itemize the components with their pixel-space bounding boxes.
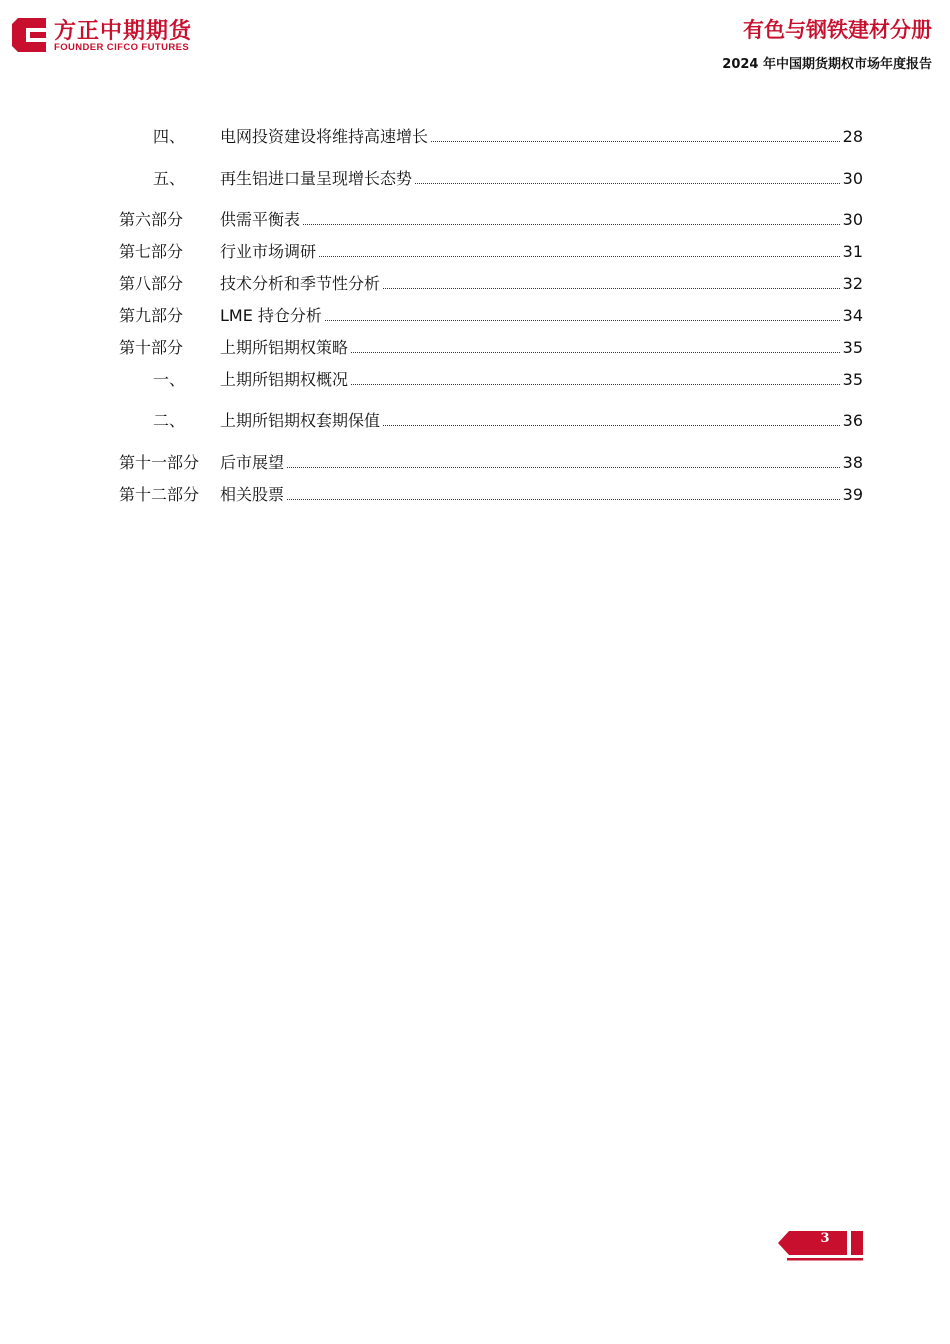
toc-prefix: 二、 [153, 411, 186, 430]
report-section-title: 有色与钢铁建材分册 [743, 18, 932, 42]
toc-prefix: 一、 [153, 370, 186, 389]
toc-title: 上期所铝期权策略 [220, 338, 349, 357]
toc-page-number: 31 [842, 242, 863, 261]
toc-row[interactable] [0, 207, 950, 229]
toc-page-number: 39 [842, 485, 863, 504]
toc-page-number: 32 [842, 274, 863, 293]
toc-row[interactable] [0, 303, 950, 325]
page-number: 3 [820, 1231, 830, 1246]
toc-title: 上期所铝期权套期保值 [220, 411, 381, 430]
toc-title: 供需平衡表 [220, 210, 301, 229]
toc-leader-dots [287, 452, 840, 468]
toc-prefix: 第十一部分 [119, 453, 200, 472]
logo-chinese-name: 方正中期期货 [54, 19, 193, 44]
toc-title: 电网投资建设将维持高速增长 [220, 127, 429, 146]
toc-leader-dots [319, 241, 840, 257]
toc-page-number: 30 [842, 169, 863, 188]
toc-row[interactable] [0, 367, 950, 389]
toc-leader-dots [351, 369, 840, 385]
toc-leader-dots [325, 305, 840, 321]
toc-leader-dots [287, 484, 840, 500]
toc-row[interactable] [0, 408, 950, 430]
toc-leader-dots [431, 126, 840, 142]
toc-prefix: 第六部分 [119, 210, 184, 229]
toc-page-number: 28 [842, 127, 863, 146]
toc-row[interactable] [0, 166, 950, 188]
toc-title: 技术分析和季节性分析 [220, 274, 381, 293]
toc-row[interactable] [0, 271, 950, 293]
toc-title: 再生铝进口量呈现增长态势 [220, 169, 413, 188]
toc-leader-dots [351, 337, 840, 353]
toc-prefix: 第八部分 [119, 274, 184, 293]
toc-page-number: 38 [842, 453, 863, 472]
toc-leader-dots [383, 273, 840, 289]
toc-row[interactable] [0, 335, 950, 357]
page-number-badge [777, 1230, 865, 1264]
toc-page-number: 35 [842, 370, 863, 389]
toc-page-number: 34 [842, 306, 863, 325]
toc-row[interactable] [0, 450, 950, 472]
toc-page-number: 36 [842, 411, 863, 430]
logo-mark-icon [12, 18, 46, 52]
toc-prefix: 四、 [153, 127, 186, 146]
toc-title: 相关股票 [220, 485, 285, 504]
toc-prefix: 第七部分 [119, 242, 184, 261]
toc-prefix: 第九部分 [119, 306, 184, 325]
toc-prefix: 第十二部分 [119, 485, 200, 504]
toc-title: 后市展望 [220, 453, 285, 472]
toc-title: 行业市场调研 [220, 242, 317, 261]
toc-prefix: 第十部分 [119, 338, 184, 357]
company-logo [12, 16, 212, 58]
toc-row[interactable] [0, 124, 950, 146]
toc-leader-dots [415, 168, 840, 184]
logo-english-name: FOUNDER CIFCO FUTURES [54, 42, 190, 53]
toc-title: LME 持仓分析 [220, 306, 322, 325]
toc-row[interactable] [0, 239, 950, 261]
toc-page-number: 35 [842, 338, 863, 357]
toc-prefix: 五、 [153, 169, 186, 188]
toc-title: 上期所铝期权概况 [220, 370, 349, 389]
toc-row[interactable] [0, 482, 950, 504]
report-subtitle: 2024 年中国期货期权市场年度报告 [722, 57, 932, 72]
toc-leader-dots [383, 410, 840, 426]
toc-page-number: 30 [842, 210, 863, 229]
toc-leader-dots [303, 209, 840, 225]
